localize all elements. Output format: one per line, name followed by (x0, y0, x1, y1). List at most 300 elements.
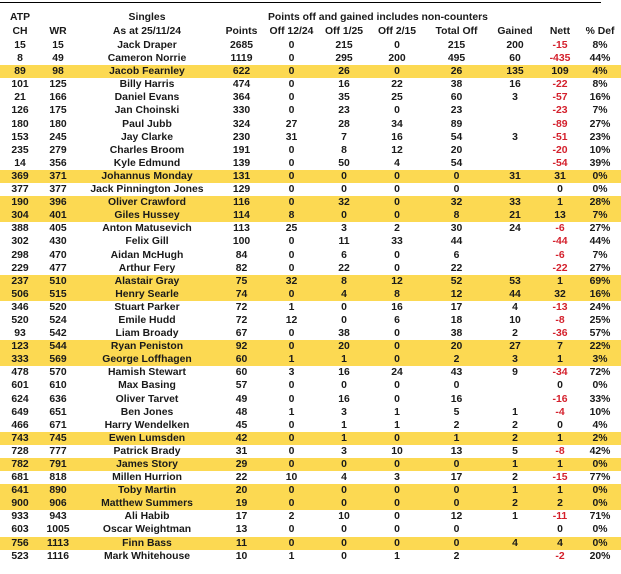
points-cell: 57 (235, 380, 248, 392)
points-cell: 72 (235, 314, 248, 326)
gained-cell (489, 144, 541, 157)
off-2-15-cell: 6 (394, 314, 400, 326)
table-row (0, 275, 621, 288)
points-cell: 1119 (230, 53, 253, 65)
ch-cell: 743 (0, 432, 40, 445)
col-header-gained: Gained (497, 26, 533, 37)
points-cell: 67 (235, 328, 248, 340)
player-name-cell: Jack Pinnington Jones (90, 184, 204, 196)
header-blank (40, 11, 76, 25)
off-1-25-cell: 0 (318, 170, 370, 183)
player-name-cell: Toby Martin (76, 484, 218, 497)
off-12-24-cell: 27 (285, 118, 298, 130)
off-2-15-cell: 0 (394, 380, 400, 392)
wr-cell: 1113 (40, 537, 76, 550)
total-off-cell: 44 (450, 236, 463, 248)
off-12-24-cell: 0 (265, 484, 318, 497)
off-1-25-cell: 22 (338, 262, 350, 274)
pct-def-cell: 69% (579, 275, 621, 288)
pct-def-cell: 7% (579, 209, 621, 222)
off-2-15-cell: 1 (394, 419, 400, 431)
table-row (0, 523, 621, 536)
player-name-cell: Harry Wendelken (104, 419, 190, 431)
total-off-cell: 54 (450, 157, 463, 169)
points-cell: 92 (218, 340, 265, 353)
off-12-24-cell: 0 (265, 196, 318, 209)
gained-cell: 27 (489, 340, 541, 353)
wr-cell: 180 (49, 118, 67, 130)
nett-cell: -44 (552, 236, 568, 248)
off-1-25-cell: 0 (318, 484, 370, 497)
player-name-cell: Finn Bass (76, 537, 218, 550)
off-1-25-cell: 0 (341, 314, 347, 326)
off-2-15-cell: 34 (391, 118, 403, 130)
pct-def-cell: 39% (589, 157, 611, 169)
player-name-cell: Paul Jubb (122, 118, 172, 130)
ch-cell: 89 (0, 65, 40, 78)
nett-cell: -22 (552, 79, 568, 91)
points-cell: 75 (218, 275, 265, 288)
ch-cell: 180 (11, 118, 29, 130)
ch-cell: 14 (14, 157, 26, 169)
points-cell: 13 (235, 524, 248, 536)
off-1-25-cell: 0 (341, 550, 347, 562)
ch-cell: 346 (11, 301, 29, 313)
gained-cell (489, 249, 541, 262)
nett-cell: -4 (555, 406, 565, 418)
off-1-25-cell: 16 (338, 393, 350, 405)
points-cell: 42 (218, 432, 265, 445)
pct-def-cell: 72% (589, 367, 611, 379)
ch-cell: 603 (11, 524, 29, 536)
gained-cell: 53 (489, 275, 541, 288)
off-1-25-cell: 0 (318, 209, 370, 222)
nett-cell: -6 (555, 223, 565, 235)
off-1-25-cell: 20 (318, 340, 370, 353)
ch-cell: 369 (0, 170, 40, 183)
off-12-24-cell: 1 (288, 301, 295, 313)
off-12-24-cell: 0 (288, 157, 295, 169)
nett-cell: 1 (541, 484, 579, 497)
total-off-cell: 54 (450, 131, 463, 143)
total-off-cell: 0 (424, 537, 489, 550)
ch-cell: 229 (11, 262, 29, 274)
points-cell: 60 (218, 353, 265, 366)
off-1-25-cell: 50 (338, 157, 350, 169)
table-row (0, 458, 621, 471)
nett-cell: 0 (557, 524, 563, 536)
total-off-cell: 0 (424, 458, 489, 471)
nett-cell: 32 (541, 288, 579, 301)
player-name-cell: Matthew Summers (76, 497, 218, 510)
points-cell: 139 (232, 157, 251, 169)
off-2-15-cell: 0 (370, 484, 424, 497)
off-2-15-cell: 1 (394, 550, 400, 562)
table-row (0, 497, 621, 510)
off-12-24-cell: 0 (288, 380, 295, 392)
off-1-25-cell: 0 (341, 301, 347, 313)
wr-cell: 943 (49, 511, 67, 523)
points-cell: 100 (232, 236, 251, 248)
total-off-cell: 38 (450, 79, 463, 91)
pct-def-cell: 0% (579, 537, 621, 550)
wr-cell: 890 (40, 484, 76, 497)
off-12-24-cell: 0 (288, 236, 295, 248)
off-12-24-cell: 0 (265, 288, 318, 301)
wr-cell: 671 (49, 419, 67, 431)
header-row-top (0, 11, 621, 25)
wr-cell: 818 (49, 472, 67, 484)
off-12-24-cell: 31 (285, 131, 298, 143)
wr-cell: 430 (49, 236, 67, 248)
total-off-cell: 2 (424, 353, 489, 366)
off-2-15-cell: 0 (394, 393, 400, 405)
ch-cell: 756 (0, 537, 40, 550)
wr-cell: 520 (49, 301, 67, 313)
player-name-cell: Arthur Fery (118, 262, 176, 274)
points-cell: 31 (235, 445, 248, 457)
wr-cell: 98 (40, 65, 76, 78)
ch-cell: 478 (11, 367, 29, 379)
table-row (0, 288, 621, 301)
off-1-25-cell: 6 (341, 249, 347, 261)
ch-cell: 237 (0, 275, 40, 288)
player-name-cell: Mark Whitehouse (103, 550, 191, 562)
wr-cell: 15 (52, 40, 64, 51)
off-1-25-cell: 295 (335, 53, 353, 65)
pct-def-cell: 23% (589, 131, 611, 143)
nett-cell: -435 (549, 53, 571, 65)
ch-cell: 333 (0, 353, 40, 366)
pct-def-cell: 44% (589, 53, 611, 65)
pct-def-cell: 8% (592, 79, 608, 91)
points-cell: 324 (232, 118, 251, 130)
table-row (0, 183, 621, 196)
pct-def-cell: 10% (589, 406, 611, 418)
off-1-25-cell: 1 (341, 419, 347, 431)
total-off-cell: 17 (450, 301, 463, 313)
total-off-cell: 12 (424, 288, 489, 301)
gained-cell: 3 (512, 92, 518, 104)
col-header-as-at: As at 25/11/24 (112, 26, 182, 37)
header-atp: ATP (9, 12, 30, 23)
ch-cell: 601 (11, 380, 29, 392)
points-cell: 230 (232, 131, 251, 143)
table-row (0, 301, 621, 314)
nett-cell: -34 (552, 367, 568, 379)
pct-def-cell: 24% (589, 301, 611, 313)
off-12-24-cell: 0 (265, 537, 318, 550)
ch-cell: 506 (0, 288, 40, 301)
off-1-25-cell: 215 (335, 40, 353, 51)
total-off-cell: 43 (450, 367, 463, 379)
player-name-cell: Kyle Edmund (113, 157, 181, 169)
gained-cell: 2 (489, 432, 541, 445)
gained-cell (489, 118, 541, 131)
player-name-cell: Jacob Fearnley (76, 65, 218, 78)
col-header-off-12-24: Off 12/24 (269, 26, 314, 37)
off-1-25-cell: 10 (338, 511, 350, 523)
wr-cell: 125 (49, 79, 67, 91)
gained-cell: 4 (512, 301, 518, 313)
wr-cell: 636 (49, 393, 67, 405)
off-12-24-cell: 10 (285, 472, 298, 484)
off-1-25-cell: 3 (341, 223, 347, 235)
gained-cell: 60 (509, 53, 521, 65)
off-12-24-cell: 0 (288, 105, 295, 117)
player-name-cell: Patrick Brady (113, 445, 181, 457)
nett-cell: -22 (552, 262, 568, 274)
wr-cell: 470 (49, 249, 67, 261)
off-12-24-cell: 0 (265, 497, 318, 510)
wr-cell: 401 (40, 209, 76, 222)
gained-cell: 200 (506, 40, 524, 51)
player-name-cell: Ben Jones (120, 406, 174, 418)
total-off-cell: 0 (424, 484, 489, 497)
player-name-cell: Alastair Gray (76, 275, 218, 288)
gained-cell: 1 (512, 511, 518, 523)
off-2-15-cell: 0 (370, 432, 424, 445)
ch-cell: 8 (17, 53, 23, 65)
off-2-15-cell: 12 (370, 275, 424, 288)
pct-def-cell: 0% (592, 380, 608, 392)
table-row (0, 419, 621, 432)
off-2-15-cell: 0 (394, 524, 400, 536)
off-12-24-cell: 0 (288, 53, 295, 65)
player-name-cell: Max Basing (118, 380, 176, 392)
pct-def-cell: 57% (589, 328, 611, 340)
gained-cell (489, 183, 541, 196)
points-cell: 622 (218, 65, 265, 78)
wr-cell: 1005 (46, 524, 70, 536)
wr-cell: 651 (49, 406, 67, 418)
off-2-15-cell: 0 (370, 353, 424, 366)
points-cell: 49 (235, 393, 248, 405)
pct-def-cell: 7% (592, 249, 608, 261)
ch-cell: 388 (11, 223, 29, 235)
nett-cell: -15 (552, 40, 568, 51)
off-12-24-cell: 0 (288, 524, 295, 536)
table-row (0, 170, 621, 183)
table-row (0, 340, 621, 353)
points-cell: 116 (218, 196, 265, 209)
player-name-cell: Felix Gill (125, 236, 169, 248)
col-header-pct-def: % Def (585, 26, 615, 37)
nett-cell: 1 (541, 275, 579, 288)
off-1-25-cell: 26 (318, 65, 370, 78)
nett-cell: -13 (552, 301, 568, 313)
off-12-24-cell: 0 (265, 340, 318, 353)
nett-cell: -2 (555, 550, 565, 562)
off-12-24-cell: 0 (265, 170, 318, 183)
player-name-cell: Oliver Tarvet (115, 393, 179, 405)
wr-cell: 610 (49, 380, 67, 392)
table-row (0, 249, 621, 262)
off-1-25-cell: 3 (341, 406, 347, 418)
nett-cell: 1 (541, 432, 579, 445)
off-2-15-cell: 0 (370, 497, 424, 510)
table-row (0, 91, 621, 104)
top-border-line (0, 2, 601, 3)
gained-cell (489, 379, 541, 392)
total-off-cell: 2 (453, 419, 460, 431)
off-2-15-cell: 22 (391, 79, 403, 91)
player-name-cell: Oscar Weightman (102, 524, 192, 536)
off-2-15-cell: 33 (391, 236, 403, 248)
pct-def-cell: 4% (592, 419, 608, 431)
gained-cell: 2 (512, 328, 518, 340)
pct-def-cell: 42% (589, 445, 611, 457)
pct-def-cell: 71% (589, 511, 611, 523)
gained-cell: 135 (489, 65, 541, 78)
table-row (0, 262, 621, 275)
table-row (0, 432, 621, 445)
total-off-cell: 5 (453, 406, 460, 418)
gained-cell (489, 550, 541, 563)
pct-def-cell: 10% (589, 144, 611, 156)
nett-cell: 0 (557, 380, 563, 392)
total-off-cell: 495 (447, 53, 466, 65)
off-1-25-cell: 3 (341, 445, 347, 457)
gained-cell: 5 (512, 445, 518, 457)
nett-cell: 1 (541, 196, 579, 209)
gained-cell: 16 (509, 79, 521, 91)
gained-cell: 44 (489, 288, 541, 301)
nett-cell: -8 (555, 314, 565, 326)
off-2-15-cell: 24 (391, 367, 403, 379)
pct-def-cell: 27% (589, 223, 611, 235)
nett-cell: 31 (541, 170, 579, 183)
total-off-cell: 0 (424, 170, 489, 183)
table-row (0, 196, 621, 209)
pct-def-cell: 16% (589, 92, 611, 104)
header-blank (218, 11, 265, 25)
gained-cell (489, 393, 541, 406)
gained-cell: 2 (489, 497, 541, 510)
points-cell: 19 (218, 497, 265, 510)
points-cell: 48 (235, 406, 248, 418)
wr-cell: 245 (49, 131, 67, 143)
player-name-cell: Ryan Peniston (76, 340, 218, 353)
table-row (0, 104, 621, 117)
wr-cell: 524 (49, 314, 67, 326)
ch-cell: 153 (11, 131, 29, 143)
nett-cell: 1 (541, 353, 579, 366)
points-cell: 11 (218, 537, 265, 550)
off-2-15-cell: 0 (370, 196, 424, 209)
ch-cell: 190 (0, 196, 40, 209)
table-row (0, 144, 621, 157)
gained-cell: 4 (489, 537, 541, 550)
points-cell: 10 (235, 550, 248, 562)
pct-def-cell: 0% (579, 458, 621, 471)
wr-cell: 377 (49, 184, 67, 196)
table-row (0, 52, 621, 65)
table-row (0, 209, 621, 222)
wr-cell: 356 (49, 157, 67, 169)
player-name-cell: Oliver Crawford (76, 196, 218, 209)
off-2-15-cell: 0 (394, 249, 400, 261)
ch-cell: 466 (11, 419, 29, 431)
nett-cell: 109 (541, 65, 579, 78)
player-name-cell: Anton Matusevich (102, 223, 192, 235)
points-cell: 364 (232, 92, 251, 104)
off-12-24-cell: 32 (265, 275, 318, 288)
pct-def-cell: 3% (579, 353, 621, 366)
table-row (0, 131, 621, 144)
table-row (0, 235, 621, 248)
nett-cell: -11 (552, 511, 568, 523)
total-off-cell: 30 (450, 223, 463, 235)
gained-cell: 1 (489, 458, 541, 471)
gained-cell: 3 (489, 353, 541, 366)
table-row (0, 379, 621, 392)
total-off-cell: 0 (424, 497, 489, 510)
points-cell: 84 (235, 249, 248, 261)
off-2-15-cell: 1 (394, 406, 400, 418)
off-1-25-cell: 0 (318, 458, 370, 471)
wr-cell: 477 (49, 262, 67, 274)
pct-def-cell: 28% (579, 196, 621, 209)
off-1-25-cell: 1 (318, 353, 370, 366)
gained-cell: 33 (489, 196, 541, 209)
points-cell: 45 (235, 419, 248, 431)
total-off-cell: 23 (450, 105, 463, 117)
ch-cell: 21 (14, 92, 26, 104)
total-off-cell: 38 (450, 328, 463, 340)
total-off-cell: 20 (450, 144, 463, 156)
ch-cell: 15 (14, 40, 26, 51)
gained-cell (489, 262, 541, 275)
table-row (0, 353, 621, 366)
pct-def-cell: 77% (589, 472, 611, 484)
ch-cell: 624 (11, 393, 29, 405)
pct-def-cell: 0% (579, 170, 621, 183)
pct-def-cell: 4% (579, 65, 621, 78)
off-1-25-cell: 35 (338, 92, 350, 104)
table-row (0, 537, 621, 550)
pct-def-cell: 0% (579, 497, 621, 510)
off-2-15-cell: 8 (370, 288, 424, 301)
player-name-cell: Johannus Monday (76, 170, 218, 183)
wr-cell: 542 (49, 328, 67, 340)
wr-cell: 166 (49, 92, 67, 104)
nett-cell: -6 (555, 249, 565, 261)
off-2-15-cell: 0 (394, 262, 400, 274)
player-name-cell: Billy Harris (119, 79, 175, 91)
off-12-24-cell: 2 (288, 511, 295, 523)
wr-cell: 510 (40, 275, 76, 288)
off-1-25-cell: 38 (338, 328, 350, 340)
wr-cell: 371 (40, 170, 76, 183)
ch-cell: 728 (11, 445, 29, 457)
off-12-24-cell: 3 (288, 367, 295, 379)
total-off-cell: 32 (424, 196, 489, 209)
gained-cell: 9 (512, 367, 518, 379)
ch-cell: 101 (11, 79, 29, 91)
wr-cell: 515 (40, 288, 76, 301)
off-2-15-cell: 200 (388, 53, 406, 65)
nett-cell: -23 (552, 105, 568, 117)
off-1-25-cell: 1 (318, 432, 370, 445)
off-2-15-cell: 0 (394, 184, 400, 196)
off-2-15-cell: 4 (394, 157, 400, 169)
nett-cell: -54 (552, 157, 568, 169)
player-name-cell: Jay Clarke (121, 131, 173, 143)
off-1-25-cell: 0 (318, 497, 370, 510)
nett-cell: -89 (552, 118, 568, 130)
off-12-24-cell: 0 (265, 65, 318, 78)
